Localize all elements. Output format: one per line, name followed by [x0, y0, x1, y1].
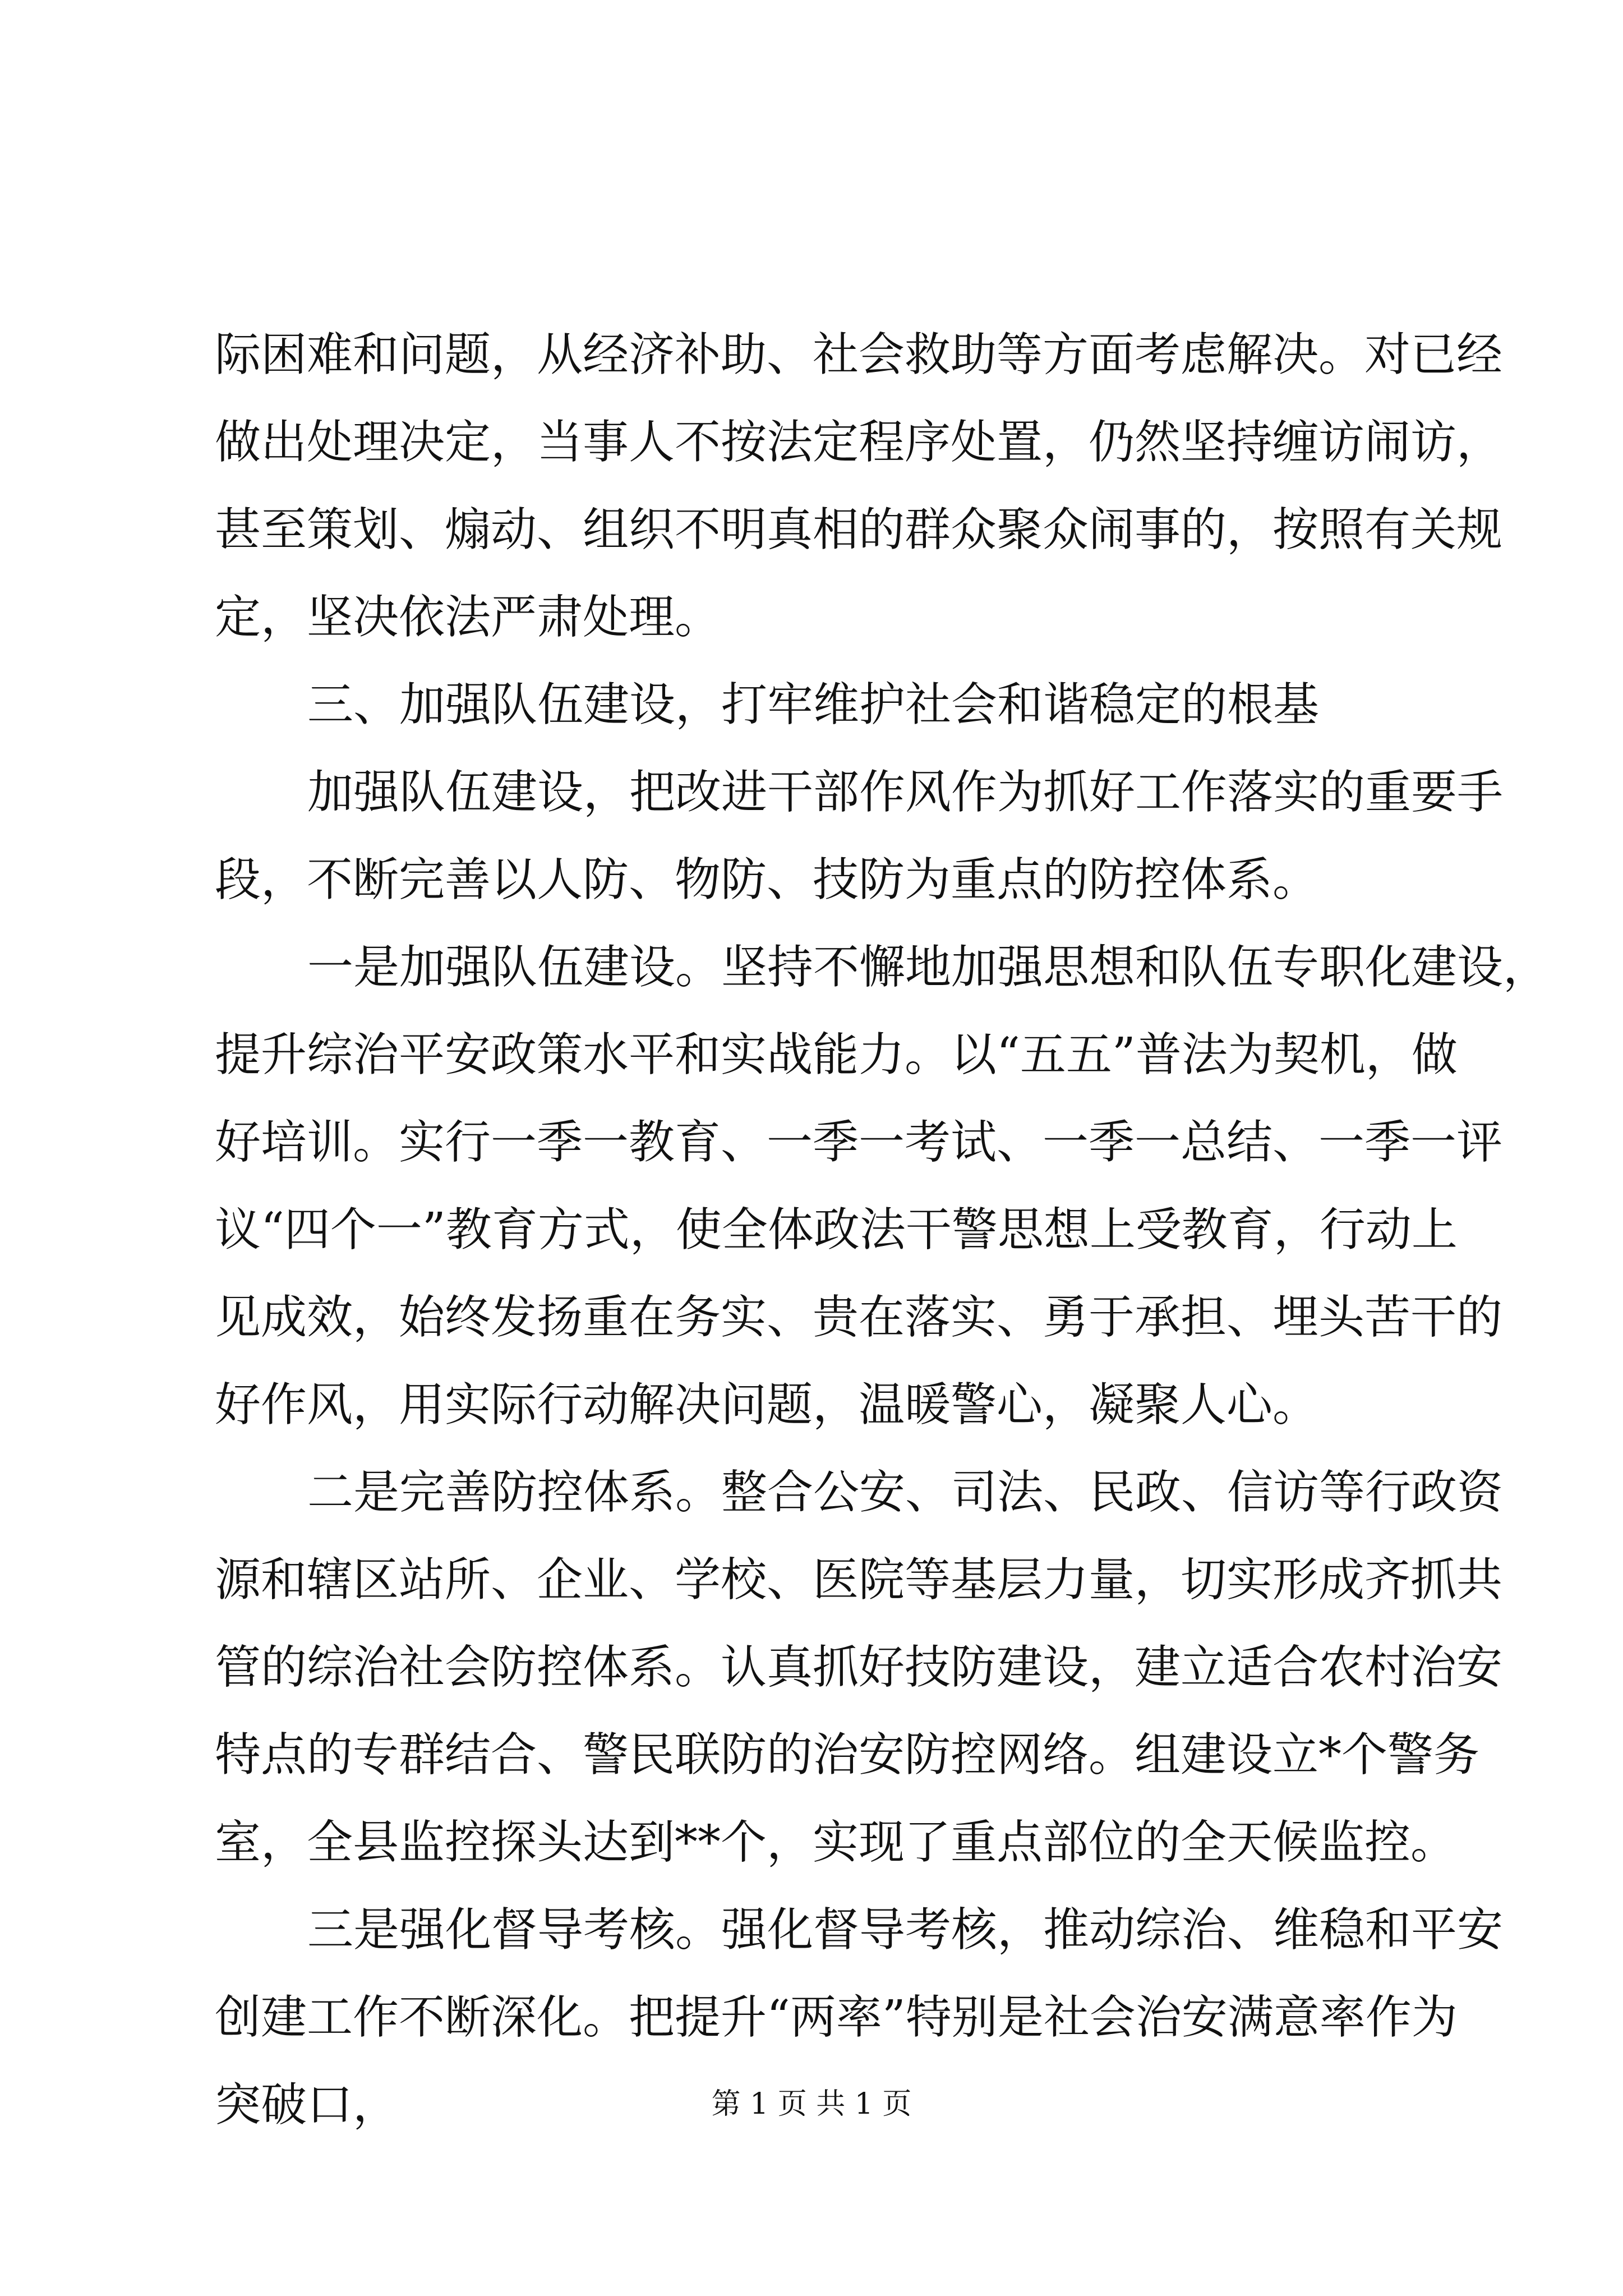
- body-line: 三是强化督导考核。强化督导考核，推动综治、维稳和平安: [307, 1903, 1504, 1957]
- body-line: 源和辖区站所、企业、学校、医院等基层力量，切实形成齐抓共: [215, 1553, 1503, 1607]
- body-line: 管的综治社会防控体系。认真抓好技防建设，建立适合农村治安: [215, 1641, 1503, 1694]
- body-line: 做出处理决定，当事人不按法定程序处置，仍然坚持缠访闹访，: [215, 416, 1503, 469]
- body-line: 好培训。实行一季一教育、一季一考试、一季一总结、一季一评: [215, 1116, 1503, 1169]
- body-line: 好作风，用实际行动解决问题，温暖警心，凝聚人心。: [215, 1378, 1319, 1432]
- body-line: 提升综治平安政策水平和实战能力。以“五五”普法为契机，做: [215, 1028, 1458, 1082]
- body-line: 议“四个一”教育方式，使全体政法干警思想上受教育，行动上: [215, 1203, 1458, 1257]
- body-line: 定，坚决依法严肃处理。: [215, 591, 721, 644]
- document-body: [215, 311, 1550, 2149]
- body-line: 际困难和问题，从经济补助、社会救助等方面考虑解决。对已经: [215, 328, 1503, 381]
- body-line: 特点的专群结合、警民联防的治安防控网络。组建设立*个警务: [215, 1728, 1480, 1782]
- body-line: 段，不断完善以人防、物防、技防为重点的防控体系。: [215, 853, 1319, 907]
- page-number-label: 第 1 页 共 1 页: [711, 2087, 912, 2121]
- body-line: 创建工作不断深化。把提升“两率”特别是社会治安满意率作为: [215, 1991, 1458, 2044]
- page-footer: [0, 2085, 1623, 2124]
- body-line: 二是完善防控体系。整合公安、司法、民政、信访等行政资: [307, 1466, 1504, 1519]
- body-line: 突破口，: [215, 2078, 399, 2132]
- body-line: 室，全县监控探头达到**个，实现了重点部位的全天候监控。: [215, 1816, 1457, 1869]
- body-line: 一是加强队伍建设。坚持不懈地加强思想和队伍专职化建设，: [307, 941, 1550, 994]
- body-line: 甚至策划、煽动、组织不明真相的群众聚众闹事的，按照有关规: [215, 503, 1503, 556]
- section-heading: 三、加强队伍建设，打牢维护社会和谐稳定的根基: [307, 678, 1320, 731]
- body-line: 见成效，始终发扬重在务实、贵在落实、勇于承担、埋头苦干的: [215, 1291, 1503, 1344]
- body-line: 加强队伍建设，把改进干部作风作为抓好工作落实的重要手: [307, 766, 1504, 819]
